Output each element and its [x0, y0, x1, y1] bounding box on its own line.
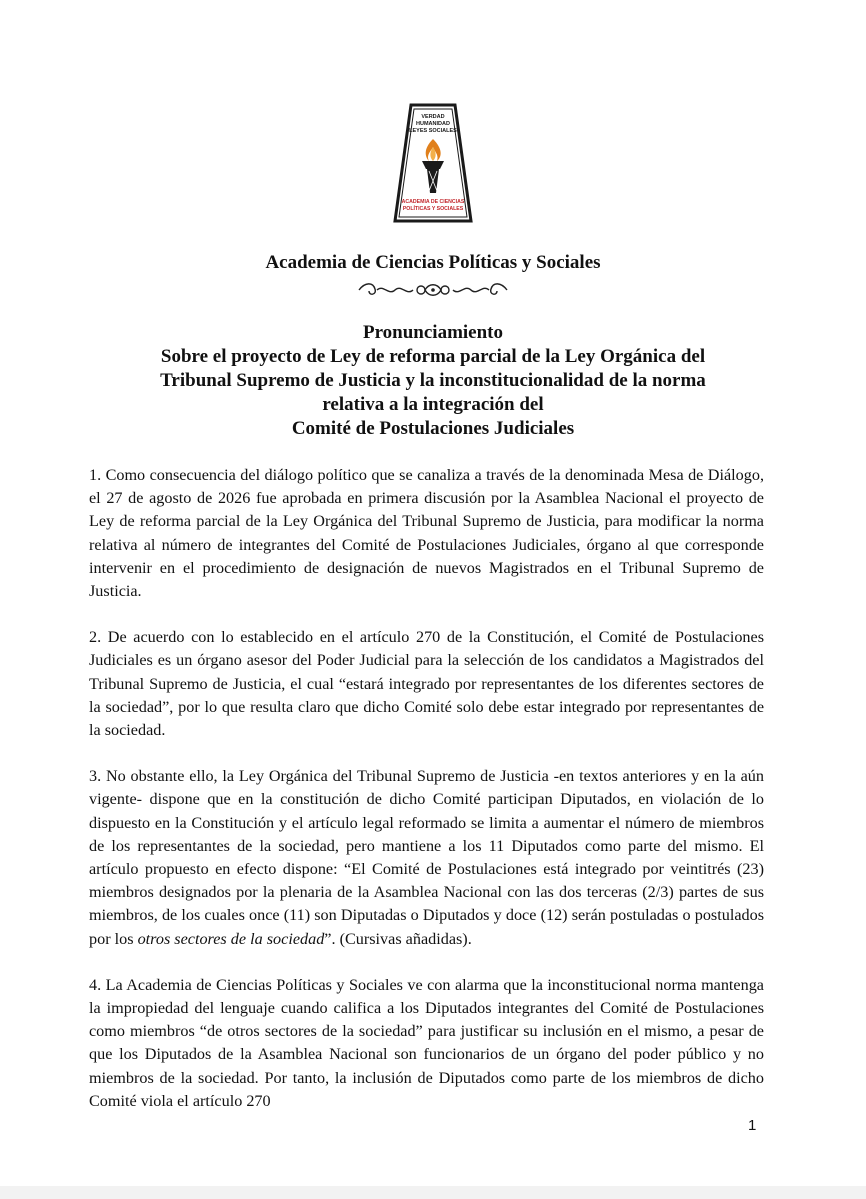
document-body	[89, 464, 764, 1136]
title-line-4: relativa a la integración del	[322, 394, 544, 415]
organization-name: Academia de Ciencias Políticas y Sociales	[265, 252, 601, 273]
paragraph-2: 2. De acuerdo con lo establecido en el artículo 270 de la Constitución, el Comité de Postulaciones Judiciales es un órgano asesor del Poder Judicial para la selección de los candidatos a Magistrados del Tribunal Supremo de Justicia, el cual “estará integrado por representantes de los diferentes sectores de la sociedad”, por lo que resulta claro que dicho Comité solo debe estar integrado por representantes de la sociedad.	[89, 628, 764, 740]
title-line-5: Comité de Postulaciones Judiciales	[291, 418, 575, 439]
title-line-1: Pronunciamiento	[362, 322, 504, 343]
page-number: 1	[748, 1117, 757, 1134]
ornament-divider-icon	[355, 280, 511, 300]
logo-seal-2: POLÍTICAS Y SOCIALES	[402, 206, 464, 212]
logo-motto-1: VERDAD	[421, 114, 445, 120]
academy-logo	[393, 103, 473, 223]
paragraph-3-end: ”. (Cursivas añadidas).	[324, 929, 472, 948]
paragraph-3	[89, 765, 764, 951]
title-line-2: Sobre el proyecto de Ley de reforma parcial de la Ley Orgánica del	[160, 346, 706, 367]
logo-motto-3: LEYES SOCIALES	[409, 128, 457, 134]
paragraph-3-text: 3. No obstante ello, la Ley Orgánica del Tribunal Supremo de Justicia -en textos anteriores y en la aún vigente- dispone que en la constitución de dicho Comité participan Diputados, en violación de lo dispuesto en la Constitución y el artículo legal reformado se limita a aumentar el número de miembros de los representantes de la sociedad, pero mantiene a los 11 Diputados como parte del mismo. El artículo propuesto en efecto dispone: “El Comité de Postulaciones está integrado por veintitrés (23) miembros designados por la plenaria de la Asamblea Nacional con las dos terceras (2/3) partes de sus miembros, de los cuales once (11) son Diputadas o Diputados y doce (12) serán postuladas o postulados por los	[89, 767, 764, 948]
paragraph-3-italic: otros sectores de la sociedad	[137, 929, 325, 948]
logo-seal-1: ACADEMIA DE CIENCIAS	[401, 199, 465, 205]
document-title	[100, 321, 766, 441]
paragraph-1: 1. Como consecuencia del diálogo político que se canaliza a través de la denominada Mesa de Diálogo, el 27 de agosto de 2026 fue aprobada en primera discusión por la Asamblea Nacional el proyecto de Ley de reforma parcial de la Ley Orgánica del Tribunal Supremo de Justicia, para modificar la norma relativa al número de integrantes del Comité de Postulaciones Judiciales, órgano al que corresponde intervenir en el procedimiento de designación de nuevos Magistrados en el Tribunal Supremo de Justicia.	[89, 466, 764, 601]
title-line-3: Tribunal Supremo de Justicia y la inconstitucionalidad de la norma	[160, 370, 706, 391]
paragraph-4: 4. La Academia de Ciencias Políticas y Sociales ve con alarma que la inconstitucional norma mantenga la impropiedad del lenguaje cuando califica a los Diputados integrantes del Comité de Postulaciones como miembros “de otros sectores de la sociedad” para justificar su inclusión en el mismo, a pesar de que los Diputados de la Asamblea Nacional son funcionarios de un órgano del poder público y no miembros de la sociedad. Por tanto, la inclusión de Diputados como parte de los miembros de dicho Comité viola el artículo 270	[89, 975, 764, 1110]
logo-motto-2: HUMANIDAD	[416, 121, 450, 127]
